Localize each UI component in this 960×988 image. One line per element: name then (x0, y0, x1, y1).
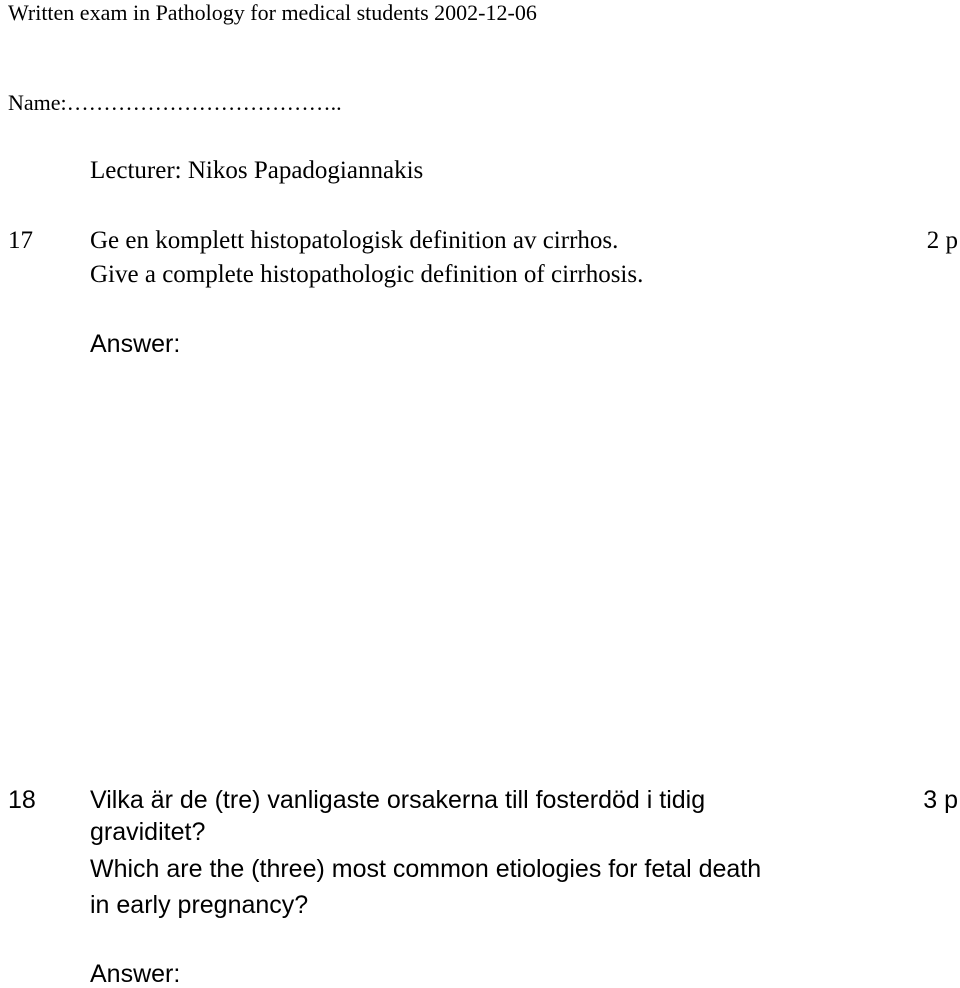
question-text-swedish-continued: graviditet? (90, 818, 206, 846)
question-text-english: Which are the (three) most common etiologies for fetal death (90, 855, 762, 883)
name-field: Name:……………………………….. (8, 90, 342, 115)
answer-label: Answer: (90, 960, 181, 988)
lecturer-heading: Lecturer: Nikos Papadogiannakis (90, 157, 424, 184)
question-text-swedish: Ge en komplett histopatologisk definition av cirrhos. (90, 227, 619, 254)
question-text-english-continued: in early pregnancy? (90, 891, 309, 919)
answer-label: Answer: (90, 330, 181, 358)
question-text-swedish: Vilka är de (tre) vanligaste orsakerna till fosterdöd i tidig (90, 786, 706, 814)
page-header: Written exam in Pathology for medical students 2002-12-06 (8, 0, 537, 25)
question-number: 17 (8, 227, 33, 254)
question-number: 18 (8, 786, 36, 814)
question-text-english: Give a complete histopathologic definition of cirrhosis. (90, 261, 644, 288)
question-points: 3 p (923, 786, 958, 814)
question-points: 2 p (926, 227, 958, 254)
